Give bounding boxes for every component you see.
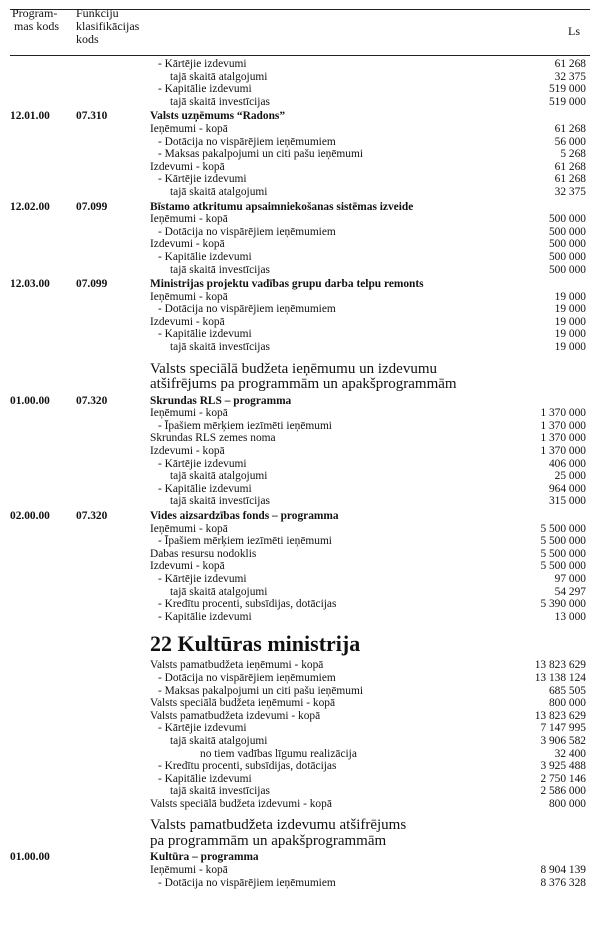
row-amount: 61 268 [554, 58, 586, 70]
program-code: 12.03.00 [10, 278, 50, 291]
table-row [0, 864, 600, 877]
row-amount: 8 904 139 [540, 864, 586, 877]
table-row [0, 136, 600, 149]
table-row [0, 148, 600, 161]
row-amount: 97 000 [554, 572, 586, 585]
header-program-code [12, 7, 59, 33]
table-row [0, 251, 600, 264]
row-label: - Maksas pakalpojumi un citi pašu ieņēmumi [158, 148, 363, 161]
table-row [0, 458, 600, 471]
table-row [0, 407, 600, 420]
row-amount: 5 500 000 [540, 522, 586, 535]
header-function-line3: kods [76, 32, 99, 46]
row-amount: 1 370 000 [540, 407, 586, 420]
table-row [0, 264, 600, 277]
row-label: Ieņēmumi - kopā [150, 522, 228, 535]
table-row [0, 535, 600, 548]
table-row [0, 573, 600, 586]
row-label: - Īpašiem mērķiem iezīmēti ieņēmumi [158, 535, 332, 548]
row-amount: 519 000 [548, 83, 586, 96]
row-label: Ieņēmumi - kopā [150, 864, 228, 877]
program-code: 12.02.00 [10, 200, 50, 213]
header-function-line1: Funkciju [76, 6, 119, 20]
table-row [0, 238, 600, 251]
table-row [0, 328, 600, 341]
table-row [0, 659, 600, 672]
table-row [0, 495, 600, 508]
row-amount: 19 000 [554, 290, 586, 303]
row-amount: 406 000 [548, 457, 586, 470]
section-title: 22 Kultūras ministrija [150, 631, 361, 657]
row-label: Ieņēmumi - kopā [150, 407, 228, 420]
row-label: Valsts pamatbudžeta izdevumi - kopā [150, 709, 321, 722]
row-amount: 500 000 [548, 238, 586, 251]
table-row [0, 226, 600, 239]
row-label: - Dotācija no vispārējiem ieņēmumiem [158, 225, 336, 238]
table-row [0, 420, 600, 433]
row-label: tajā skaitā investīcijas [170, 263, 270, 276]
row-label: Dabas resursu nodoklis [150, 547, 257, 560]
row-amount: 519 000 [548, 95, 586, 108]
row-amount: 800 000 [548, 697, 586, 710]
table-row [0, 278, 600, 291]
row-amount: 25 000 [554, 470, 586, 483]
row-label: Skrundas RLS zemes noma [150, 432, 276, 445]
table-row [0, 697, 600, 710]
header-program-code-line2: mas kods [14, 19, 59, 33]
row-amount: 13 138 124 [534, 671, 586, 684]
row-label: - Kapitālie izdevumi [158, 610, 252, 623]
row-amount: 964 000 [548, 482, 586, 495]
row-amount: 5 500 000 [540, 547, 586, 560]
row-amount: 1 370 000 [540, 445, 586, 458]
row-amount: 500 000 [548, 213, 586, 226]
row-label: Ministrijas projektu vadības grupu darba telpu remonts [150, 278, 424, 291]
row-label: - Kārtējie izdevumi [158, 572, 247, 585]
subsection-title: pa programmām un apakšprogrammām [150, 832, 387, 849]
table-row [0, 785, 600, 798]
row-amount: 56 000 [554, 135, 586, 148]
row-label: - Kapitālie izdevumi [158, 482, 252, 495]
row-amount: 685 505 [548, 684, 586, 697]
table-row [0, 851, 600, 864]
table-row [0, 760, 600, 773]
table-row [0, 110, 600, 123]
row-amount: 3 906 582 [540, 734, 586, 747]
table-row [0, 586, 600, 599]
row-label: - Kārtējie izdevumi [158, 58, 247, 70]
header-program-code-line1: Program- [12, 6, 58, 20]
row-amount: 13 000 [554, 610, 586, 623]
table-row [0, 213, 600, 226]
row-label: - Kredītu procenti, subsīdijas, dotācijas [158, 598, 337, 611]
table-row [0, 735, 600, 748]
table-row [0, 798, 600, 811]
row-label: - Īpašiem mērķiem iezīmēti ieņēmumi [158, 419, 332, 432]
subsection-heading [0, 818, 600, 834]
row-label: tajā skaitā atalgojumi [170, 585, 268, 598]
row-label: Valsts pamatbudžeta ieņēmumi - kopā [150, 659, 324, 672]
table-row [0, 201, 600, 214]
subsection-heading [0, 834, 600, 850]
program-code: 12.01.00 [10, 110, 50, 123]
row-label: tajā skaitā atalgojumi [170, 70, 268, 83]
table-row [0, 748, 600, 761]
row-label: Valsts speciālā budžeta ieņēmumi - kopā [150, 697, 336, 710]
header-bottom-rule [10, 55, 590, 56]
row-label: - Maksas pakalpojumi un citi pašu ieņēmumi [158, 684, 363, 697]
table-row [0, 83, 600, 96]
row-label: - Dotācija no vispārējiem ieņēmumiem [158, 135, 336, 148]
program-code: 01.00.00 [10, 851, 50, 864]
budget-table [0, 58, 600, 889]
table-row [0, 96, 600, 109]
row-amount: 5 500 000 [540, 560, 586, 573]
row-amount: 1 370 000 [540, 419, 586, 432]
subsection-title: atšifrējums pa programmām un apakšprogrammām [150, 376, 457, 393]
row-label: tajā skaitā atalgojumi [170, 185, 268, 198]
row-amount: 5 268 [560, 148, 586, 161]
table-header [0, 0, 600, 57]
table-row [0, 470, 600, 483]
row-amount: 54 297 [554, 585, 586, 598]
row-label: - Dotācija no vispārējiem ieņēmumiem [158, 303, 336, 316]
row-amount: 19 000 [554, 341, 586, 354]
row-label: no tiem vadības līgumu realizācija [200, 747, 357, 760]
row-amount: 2 750 146 [540, 772, 586, 785]
table-row [0, 161, 600, 174]
section-heading [0, 623, 600, 659]
function-code: 07.099 [76, 278, 108, 291]
row-amount: 19 000 [554, 328, 586, 341]
table-row [0, 523, 600, 536]
row-amount: 3 925 488 [540, 760, 586, 773]
row-amount: 61 268 [554, 122, 586, 135]
row-label: - Kapitālie izdevumi [158, 772, 252, 785]
table-row [0, 341, 600, 354]
function-code: 07.320 [76, 510, 108, 522]
row-amount: 800 000 [548, 797, 586, 810]
row-amount: 5 500 000 [540, 535, 586, 548]
table-row [0, 186, 600, 199]
row-label: Bīstamo atkritumu apsaimniekošanas sistēmas izveide [150, 200, 414, 213]
table-row [0, 611, 600, 624]
row-amount: 32 375 [554, 185, 586, 198]
row-label: Izdevumi - kopā [150, 238, 225, 251]
row-amount: 500 000 [548, 263, 586, 276]
table-row [0, 685, 600, 698]
row-amount: 500 000 [548, 225, 586, 238]
row-amount: 315 000 [548, 495, 586, 508]
program-code: 01.00.00 [10, 394, 50, 407]
row-label: tajā skaitā investīcijas [170, 495, 270, 508]
function-code: 07.320 [76, 394, 108, 407]
row-label: Ieņēmumi - kopā [150, 122, 228, 135]
table-row [0, 303, 600, 316]
row-label: tajā skaitā atalgojumi [170, 734, 268, 747]
table-row [0, 710, 600, 723]
table-row [0, 560, 600, 573]
row-amount: 13 823 629 [534, 709, 586, 722]
table-row [0, 773, 600, 786]
table-row [0, 877, 600, 890]
subsection-title: Valsts speciālā budžeta ieņēmumu un izdevumu [150, 360, 437, 377]
table-row [0, 316, 600, 329]
table-row [0, 722, 600, 735]
row-label: - Dotācija no vispārējiem ieņēmumiem [158, 876, 336, 889]
table-row [0, 483, 600, 496]
row-amount: 1 370 000 [540, 432, 586, 445]
row-label: Vides aizsardzības fonds – programma [150, 510, 339, 522]
function-code: 07.099 [76, 200, 108, 213]
table-row [0, 291, 600, 304]
table-row [0, 672, 600, 685]
row-amount: 32 375 [554, 70, 586, 83]
row-label: Valsts uzņēmums “Radons” [150, 110, 286, 123]
row-amount: 5 390 000 [540, 598, 586, 611]
row-amount: 19 000 [554, 315, 586, 328]
row-label: Kultūra – programma [150, 851, 259, 864]
row-label: tajā skaitā investīcijas [170, 95, 270, 108]
row-label: - Kapitālie izdevumi [158, 328, 252, 341]
function-code: 07.310 [76, 110, 108, 123]
row-label: Izdevumi - kopā [150, 560, 225, 573]
subsection-heading [0, 377, 600, 393]
table-row [0, 395, 600, 408]
table-row [0, 58, 600, 71]
table-row [0, 548, 600, 561]
subsection-heading [0, 362, 600, 378]
header-currency: Ls [568, 24, 580, 38]
row-label: Izdevumi - kopā [150, 315, 225, 328]
header-function-code [76, 7, 139, 46]
program-code: 02.00.00 [10, 510, 50, 522]
table-row [0, 123, 600, 136]
row-label: Izdevumi - kopā [150, 160, 225, 173]
row-amount: 32 400 [554, 747, 586, 760]
row-amount: 8 376 328 [540, 876, 586, 889]
table-row [0, 173, 600, 186]
table-row [0, 71, 600, 84]
table-row [0, 445, 600, 458]
row-label: tajā skaitā investīcijas [170, 785, 270, 798]
row-label: - Kredītu procenti, subsīdijas, dotācijas [158, 760, 337, 773]
row-label: - Dotācija no vispārējiem ieņēmumiem [158, 671, 336, 684]
row-label: tajā skaitā investīcijas [170, 341, 270, 354]
row-label: Ieņēmumi - kopā [150, 213, 228, 226]
row-amount: 13 823 629 [534, 659, 586, 672]
row-amount: 61 268 [554, 160, 586, 173]
row-amount: 7 147 995 [540, 722, 586, 735]
row-amount: 61 268 [554, 173, 586, 186]
row-label: Izdevumi - kopā [150, 445, 225, 458]
row-label: - Kārtējie izdevumi [158, 173, 247, 186]
row-label: Valsts speciālā budžeta izdevumi - kopā [150, 797, 332, 810]
table-row [0, 432, 600, 445]
row-label: tajā skaitā atalgojumi [170, 470, 268, 483]
row-label: - Kārtējie izdevumi [158, 722, 247, 735]
row-label: - Kārtējie izdevumi [158, 457, 247, 470]
row-label: - Kapitālie izdevumi [158, 83, 252, 96]
row-label: - Kapitālie izdevumi [158, 250, 252, 263]
row-amount: 2 586 000 [540, 785, 586, 798]
row-label: Skrundas RLS – programma [150, 394, 292, 407]
subsection-title: Valsts pamatbudžeta izdevumu atšifrējums [150, 817, 407, 834]
table-row [0, 510, 600, 523]
row-amount: 500 000 [548, 250, 586, 263]
table-row [0, 598, 600, 611]
header-function-line2: klasifikācijas [76, 19, 140, 33]
row-amount: 19 000 [554, 303, 586, 316]
row-label: Ieņēmumi - kopā [150, 290, 228, 303]
